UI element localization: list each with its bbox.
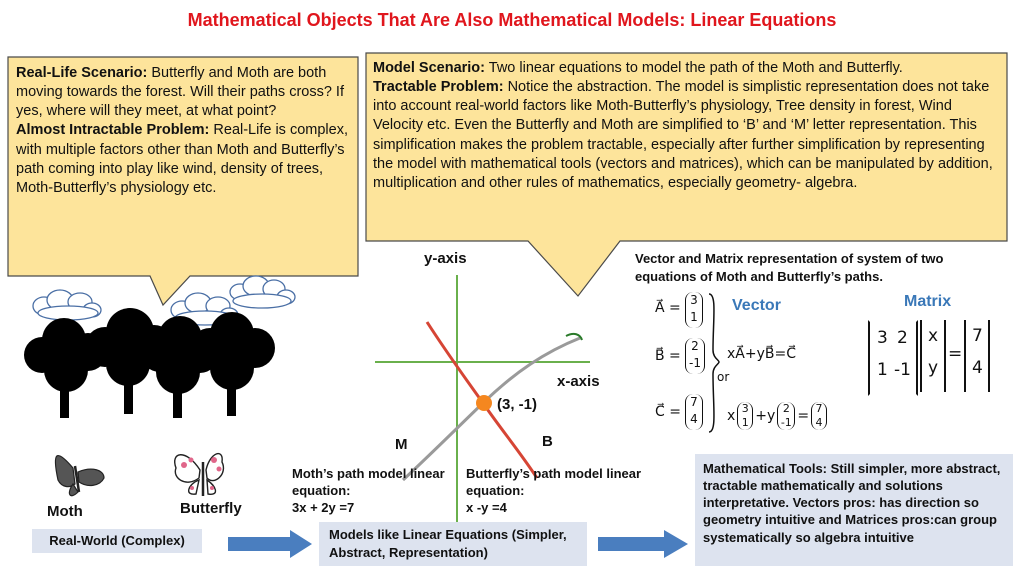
matrix-label: Matrix (904, 293, 952, 310)
matrix-var-x: x (928, 326, 939, 346)
intersection-label: (3, -1) (497, 396, 538, 413)
matrix-var-y: y (928, 358, 939, 378)
butterfly-letter: B (542, 433, 553, 450)
matrix-rhs-2: 4 (972, 358, 983, 378)
tools-box: Mathematical Tools: Still simpler, more abstract, tractable mathematically and solutions interpretative. Vectors pros: has direction so geometry intuitive and Matrices pros:can group systematically so algebra intuitive (695, 454, 1013, 566)
vector-c-label: C⃗ = (655, 404, 681, 420)
matrix-a21: 1 (877, 360, 888, 380)
vector-label: Vector (732, 297, 781, 314)
x-axis-label: x-axis (557, 373, 600, 390)
moth-equation-caption: Moth’s path model linear equation: (292, 466, 445, 498)
y-axis-label: y-axis (424, 250, 467, 267)
or-label: or (717, 370, 730, 384)
models-box: Models like Linear Equations (Simpler, Abstract, Representation) (319, 522, 587, 566)
expanded-c-x: 7 (815, 402, 823, 415)
matrix-rhs-1: 7 (972, 326, 983, 346)
model-scenario-heading: Model Scenario: (373, 60, 485, 76)
expanded-a-y: 1 (741, 416, 749, 429)
expanded-b-y: -1 (780, 416, 792, 429)
real-life-heading: Real-Life Scenario: (16, 65, 148, 81)
model-scenario-text: Two linear equations to model the path of the Moth and Butterfly. (485, 60, 903, 76)
expanded-b-x: 2 (782, 402, 790, 415)
matrix-a11: 3 (877, 328, 888, 348)
expanded-equals: = (797, 408, 810, 424)
page-title: Mathematical Objects That Are Also Mathematical Models: Linear Equations (187, 10, 837, 30)
matrix-a12: 2 (897, 328, 908, 348)
butterfly-equation-caption: Butterfly’s path model linear equation: (466, 466, 642, 498)
moth-letter: M (395, 436, 408, 453)
matrix-a22: -1 (894, 360, 911, 380)
real-world-box: Real-World (Complex) (32, 529, 202, 553)
real-life-text: Butterfly and Moth are both moving towards the forest. Will their paths cross? If yes, where will they meet, at what point? (16, 65, 344, 120)
expanded-plus-y: +y (755, 408, 776, 424)
vector-b-label: B⃗ = (655, 348, 681, 364)
vector-a-x: 3 (690, 293, 698, 307)
expanded-x: x (727, 408, 736, 424)
vector-a-label: A⃗ = (655, 300, 681, 316)
representation-heading: Vector and Matrix representation of system of two equations of Moth and Butterfly’s paths. (635, 251, 944, 284)
vector-a-y: 1 (690, 310, 698, 324)
expanded-a-x: 3 (741, 402, 749, 415)
arrow-right-icon (598, 530, 688, 558)
matrix-equals: = (948, 344, 963, 364)
intractable-heading: Almost Intractable Problem: (16, 122, 210, 139)
moth-equation: 3x + 2y =7 (292, 499, 355, 515)
butterfly-equation: x -y =4 (466, 499, 507, 515)
moth-label: Moth (47, 503, 83, 520)
vector-equation: xA⃗+yB⃗=C⃗ (727, 346, 796, 362)
vector-c-x: 7 (690, 395, 698, 409)
intractable-text: Real-Life is complex, with multiple factors other than Moth and Butterfly’s path coming into play like wind, density of trees, Moth-Butterfly’s physiology etc. (16, 122, 348, 196)
vector-b-y: -1 (689, 356, 701, 370)
vector-b-x: 2 (691, 339, 699, 353)
tractable-text: Notice the abstraction. The model is simplistic representation does not take into account real-world factors like Moth-Butterfly’s physiology, Tree density in forest, Wind Velocity etc. Even the Butterfly and Moth are simplified to ‘B’ and ‘M’ letter representation. This simplification makes the problem tractable, especially after further simplification by representing the model with mathematical tools (vectors and matrices), which can be manipulated by addition, multiplication and other rules of mathematics, especially geometry- algebra. (373, 79, 993, 191)
arrow-right-icon (228, 530, 312, 558)
vector-c-y: 4 (690, 412, 698, 426)
butterfly-label: Butterfly (180, 500, 242, 517)
tractable-heading: Tractable Problem: (373, 79, 504, 96)
expanded-c-y: 4 (815, 416, 823, 429)
